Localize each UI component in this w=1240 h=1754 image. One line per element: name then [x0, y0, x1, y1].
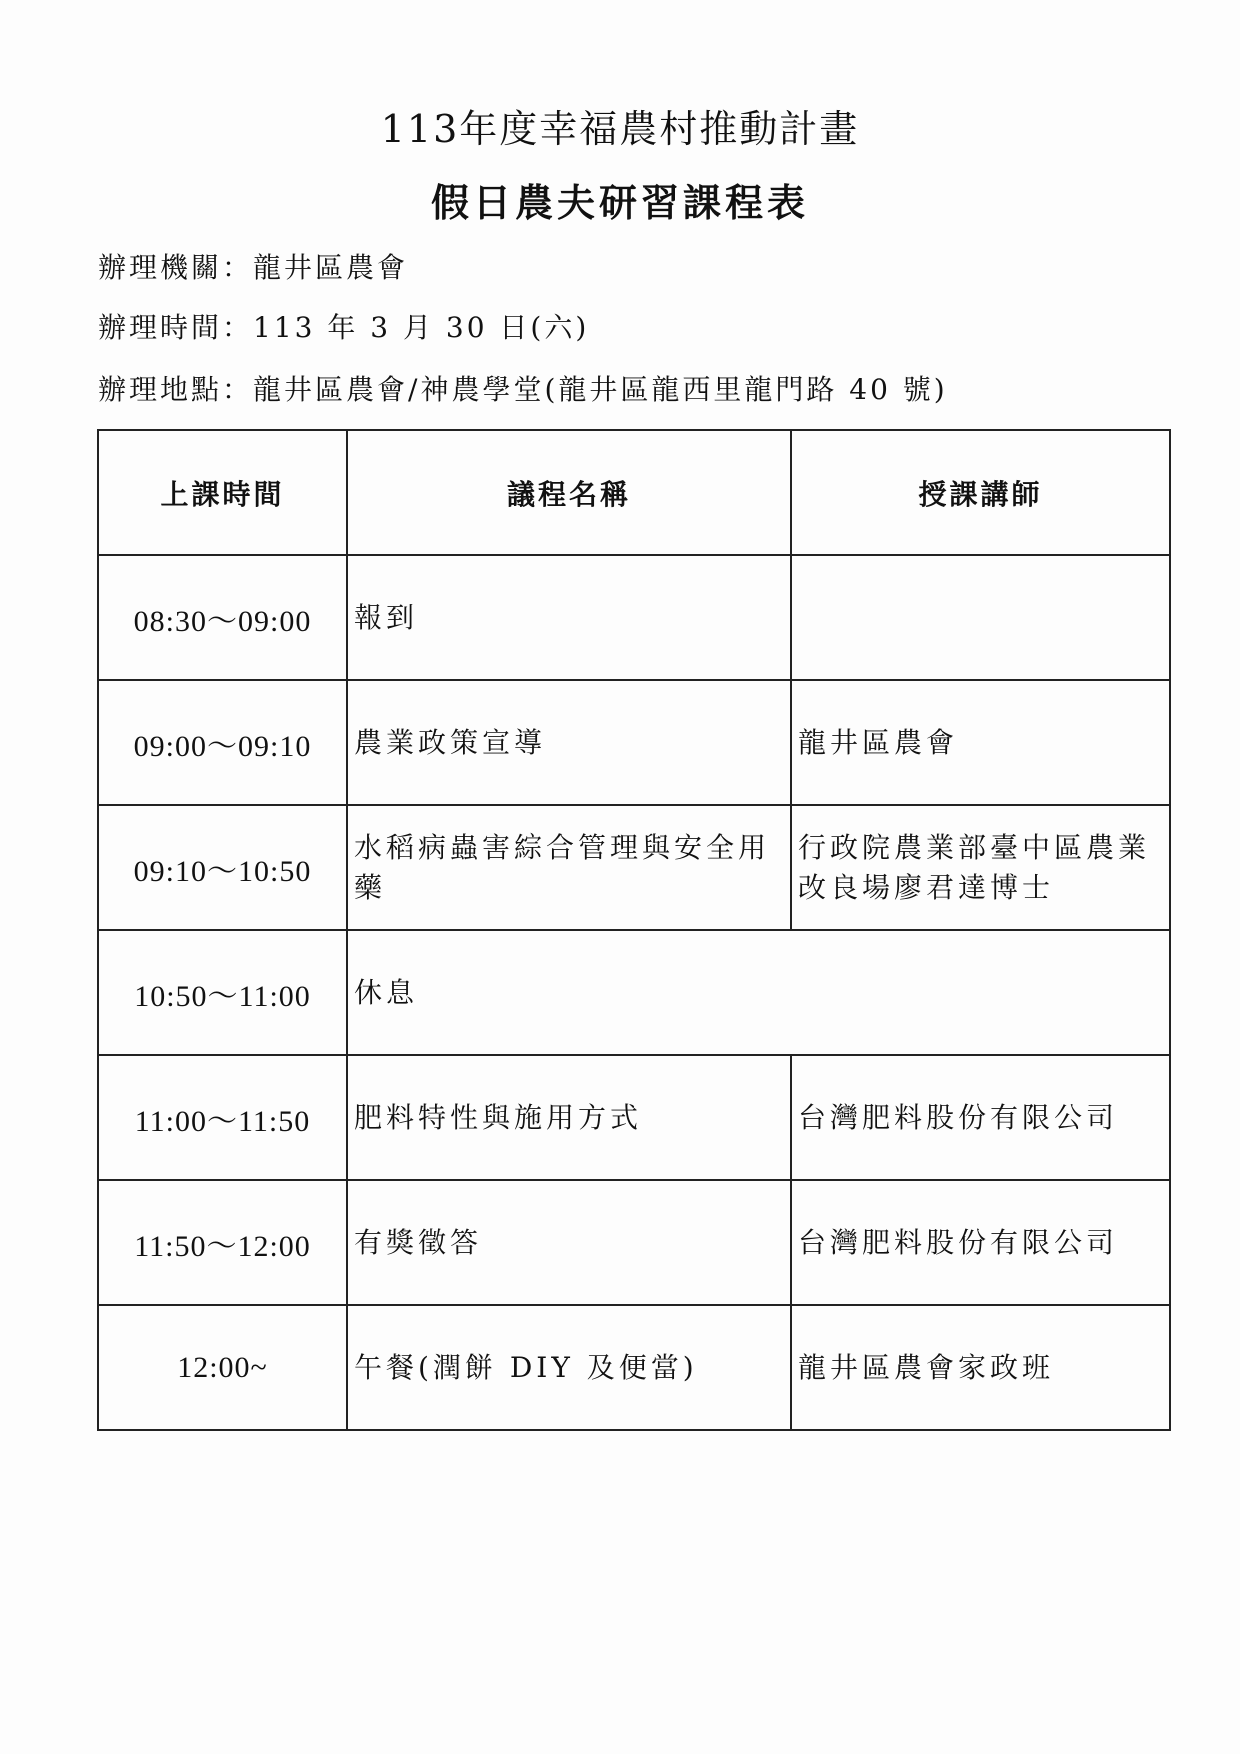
header-speaker: 授課講師 — [791, 430, 1170, 555]
table-row — [98, 1180, 1170, 1305]
document-subtitle: 假日農夫研習課程表 — [430, 180, 809, 225]
date-value: 113 年 3 月 30 日(六) — [253, 311, 590, 344]
row-time: 11:50～12:00 — [98, 1180, 347, 1305]
row-time: 09:00～09:10 — [98, 680, 347, 805]
row-time: 08:30～09:00 — [98, 555, 347, 680]
date-line — [98, 306, 589, 346]
row-time: 09:10～10:50 — [98, 805, 347, 930]
row-time: 12:00~ — [98, 1305, 347, 1430]
row-topic: 水稻病蟲害綜合管理與安全用藥 — [347, 805, 791, 930]
organizer-label: 辦理機關： — [98, 251, 254, 284]
document-title: 113年度幸福農村推動計畫 — [380, 107, 860, 151]
schedule-table — [97, 429, 1171, 1431]
row-topic: 有獎徵答 — [347, 1180, 791, 1305]
row-speaker: 台灣肥料股份有限公司 — [791, 1180, 1170, 1305]
table-row — [98, 805, 1170, 930]
row-topic: 農業政策宣導 — [347, 680, 791, 805]
row-topic: 報到 — [347, 555, 791, 680]
table-header-row — [98, 430, 1170, 555]
row-time: 11:00～11:50 — [98, 1055, 347, 1180]
date-label: 辦理時間： — [98, 311, 254, 344]
row-speaker — [791, 555, 1170, 680]
table-row — [98, 680, 1170, 805]
row-topic: 午餐(潤餅 DIY 及便當) — [347, 1305, 791, 1430]
table-row — [98, 1055, 1170, 1180]
row-speaker: 龍井區農會 — [791, 680, 1170, 805]
table-row — [98, 1305, 1170, 1430]
location-value: 龍井區農會/神農學堂(龍井區龍西里龍門路 40 號) — [253, 373, 948, 406]
row-topic: 休息 — [347, 930, 1170, 1055]
header-topic: 議程名稱 — [347, 430, 791, 555]
row-topic: 肥料特性與施用方式 — [347, 1055, 791, 1180]
location-label: 辦理地點： — [98, 373, 254, 406]
header-time: 上課時間 — [98, 430, 347, 555]
location-line — [98, 368, 948, 408]
table-row — [98, 930, 1170, 1055]
organizer-line — [98, 246, 408, 286]
row-speaker: 龍井區農會家政班 — [791, 1305, 1170, 1430]
row-speaker: 行政院農業部臺中區農業改良場廖君達博士 — [791, 805, 1170, 930]
organizer-value: 龍井區農會 — [253, 251, 409, 284]
row-speaker: 台灣肥料股份有限公司 — [791, 1055, 1170, 1180]
table-row — [98, 555, 1170, 680]
row-time: 10:50～11:00 — [98, 930, 347, 1055]
